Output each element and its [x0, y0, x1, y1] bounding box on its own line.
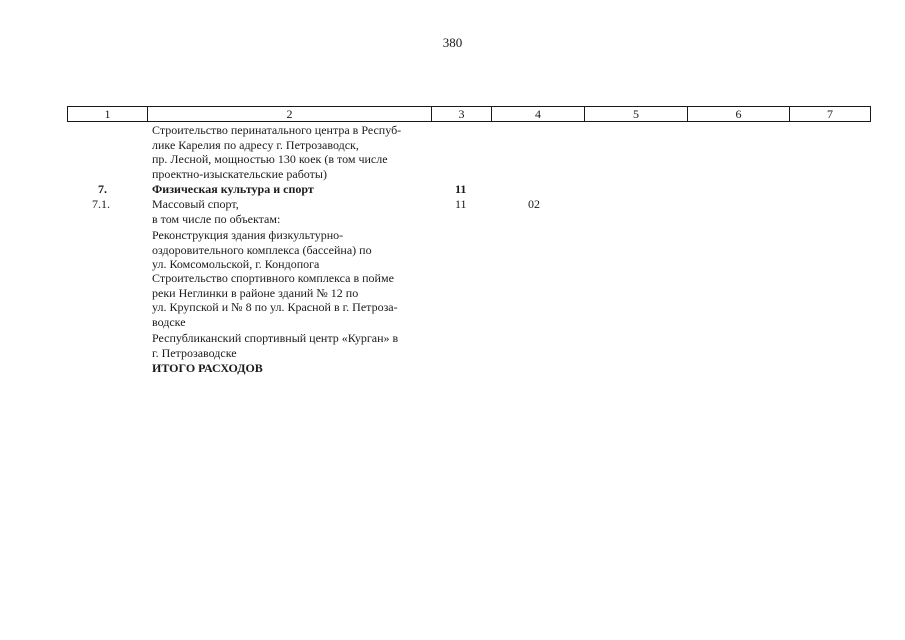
row-name-line: Реконструкция здания физкультурно-: [152, 228, 344, 242]
column-header-1: 1: [68, 107, 148, 122]
table-row-name: [152, 197, 280, 226]
row-name-line: реки Неглинки в районе зданий № 12 по: [152, 285, 359, 300]
row-name-line: ул. Крупской и № 8 по ул. Красной в г. Петроза-: [152, 300, 398, 314]
table-row-name: [152, 123, 401, 181]
row-name-line: г. Петрозаводске: [152, 345, 237, 360]
row-number: 7.: [98, 182, 107, 196]
row-name-line: пр. Лесной, мощностью 130 коек (в том числе: [152, 152, 388, 166]
column-header-5: 5: [585, 107, 688, 122]
row-number: 7.1.: [92, 197, 110, 211]
total-label: ИТОГО РАСХОДОВ: [152, 361, 263, 375]
column-header-3: 3: [432, 107, 492, 122]
column-header-2: 2: [148, 107, 432, 122]
row-name-line: проектно-изыскательские работы): [152, 166, 327, 181]
row-name-line: водске: [152, 314, 186, 329]
row-col4-value: 02: [528, 197, 540, 211]
page-number: 380: [442, 35, 463, 50]
row-col3-value: 11: [455, 182, 467, 196]
row-name-line: Строительство спортивного комплекса в пойме: [152, 271, 394, 285]
column-header-7: 7: [790, 107, 871, 122]
row-name-line: в том числе по объектам:: [152, 211, 281, 226]
row-name-line: ул. Комсомольской, г. Кондопога: [152, 257, 320, 271]
column-header-row: [67, 106, 871, 122]
table-row-name: [152, 271, 398, 329]
row-col3-value: 11: [455, 197, 467, 211]
row-name-line: Строительство перинатального центра в Респуб-: [152, 123, 402, 137]
table-row-name: [152, 228, 372, 272]
row-name-line: Республиканский спортивный центр «Курган» в: [152, 331, 399, 345]
row-name-line: Массовый спорт,: [152, 197, 239, 211]
column-header-4: 4: [492, 107, 585, 122]
row-name-line: оздоровительного комплекса (бассейна) по: [152, 242, 372, 257]
table-row-name: [152, 331, 398, 360]
row-name-line: лике Карелия по адресу г. Петрозаводск,: [152, 137, 359, 152]
column-header-6: 6: [688, 107, 790, 122]
row-name-line: Физическая культура и спорт: [152, 182, 314, 196]
